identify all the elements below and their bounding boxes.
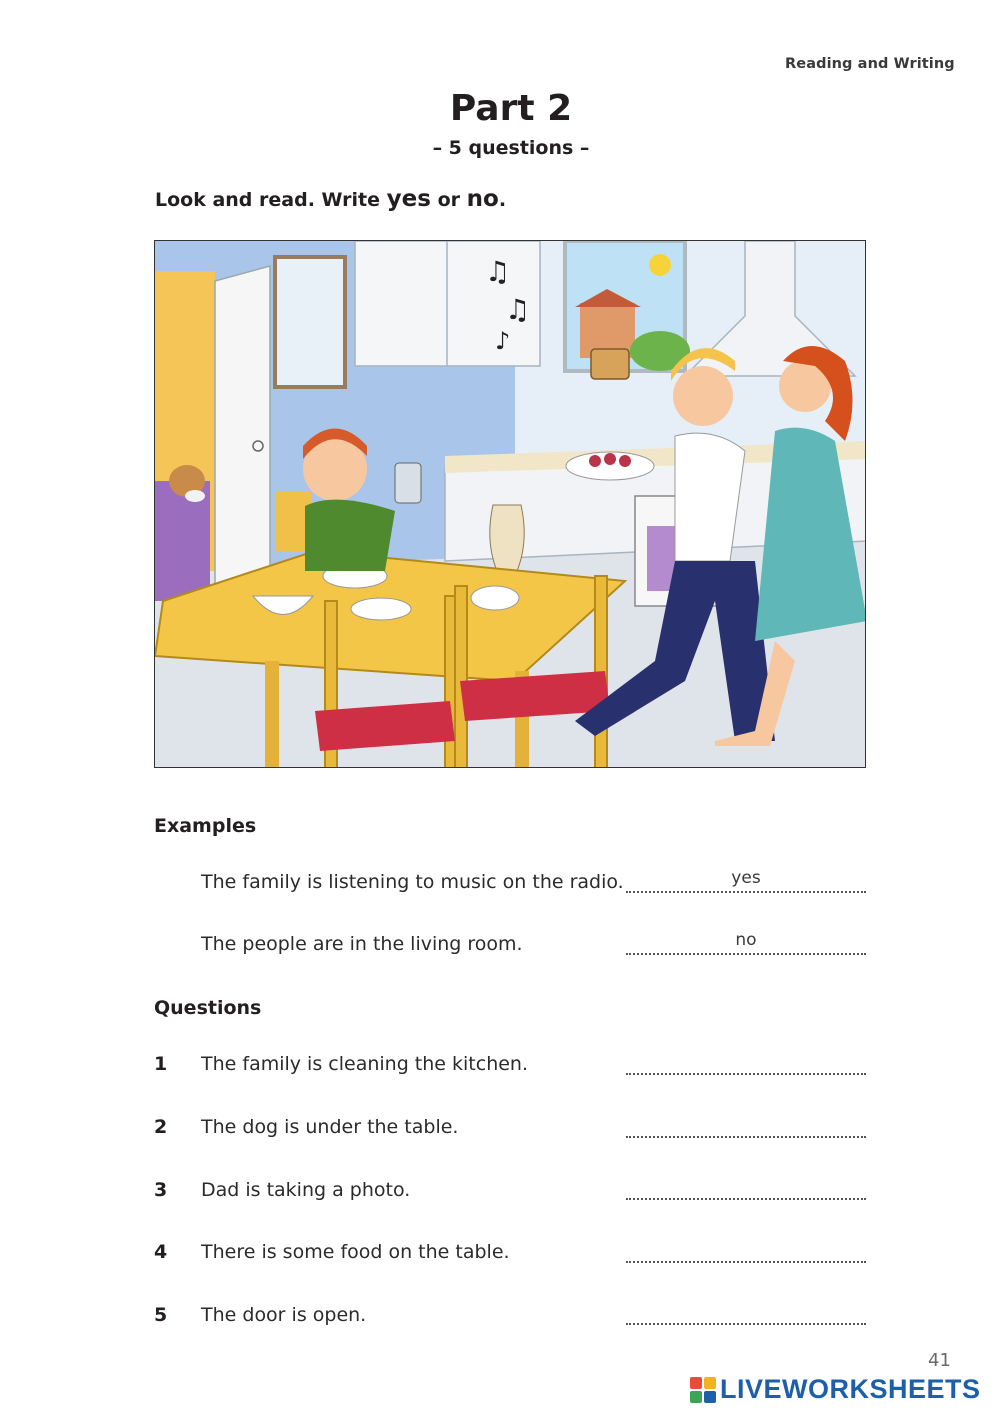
question-5-text: The door is open. — [201, 1304, 367, 1326]
instruction-prefix: Look and read. Write — [155, 189, 381, 211]
question-2-answer-field[interactable] — [626, 1134, 866, 1138]
part-title: Part 2 — [449, 88, 573, 129]
question-4-text: There is some food on the table. — [201, 1241, 510, 1263]
question-1-answer-field[interactable] — [626, 1071, 866, 1075]
svg-text:♫: ♫ — [505, 293, 531, 326]
example-1-answer-line — [626, 889, 866, 893]
question-2-number: 2 — [154, 1116, 168, 1138]
question-1-text: The family is cleaning the kitchen. — [201, 1053, 529, 1075]
instruction-or: or — [437, 189, 460, 211]
example-2-answer: no — [735, 930, 757, 950]
question-4-answer-field[interactable] — [626, 1259, 866, 1263]
question-3-text: Dad is taking a photo. — [201, 1179, 411, 1201]
svg-text:♪: ♪ — [495, 327, 511, 355]
question-3-answer-field[interactable] — [626, 1196, 866, 1200]
liveworksheets-logo[interactable] — [690, 1374, 981, 1405]
example-2-text: The people are in the living room. — [201, 933, 523, 955]
examples-heading: Examples — [154, 815, 257, 837]
liveworksheets-logo-icon — [690, 1377, 716, 1403]
example-1-answer: yes — [731, 868, 761, 888]
svg-text:♫: ♫ — [485, 255, 511, 288]
question-2-text: The dog is under the table. — [201, 1116, 459, 1138]
liveworksheets-logo-text: LIVEWORKSHEETS — [720, 1374, 981, 1404]
kitchen-illustration — [154, 240, 866, 768]
instruction-yes: yes — [386, 186, 431, 212]
instruction-no: no — [466, 186, 499, 212]
question-4-number: 4 — [154, 1241, 168, 1263]
instruction — [155, 186, 506, 212]
question-1-number: 1 — [154, 1053, 168, 1075]
question-3-number: 3 — [154, 1179, 168, 1201]
example-2-answer-line — [626, 951, 866, 955]
question-5-number: 5 — [154, 1304, 168, 1326]
part-subtitle: – 5 questions – — [432, 137, 590, 159]
questions-heading: Questions — [154, 997, 262, 1019]
page-number: 41 — [928, 1350, 951, 1371]
instruction-end: . — [498, 189, 507, 211]
section-header: Reading and Writing — [785, 56, 955, 72]
example-1-text: The family is listening to music on the radio. — [201, 871, 624, 893]
question-5-answer-field[interactable] — [626, 1321, 866, 1325]
